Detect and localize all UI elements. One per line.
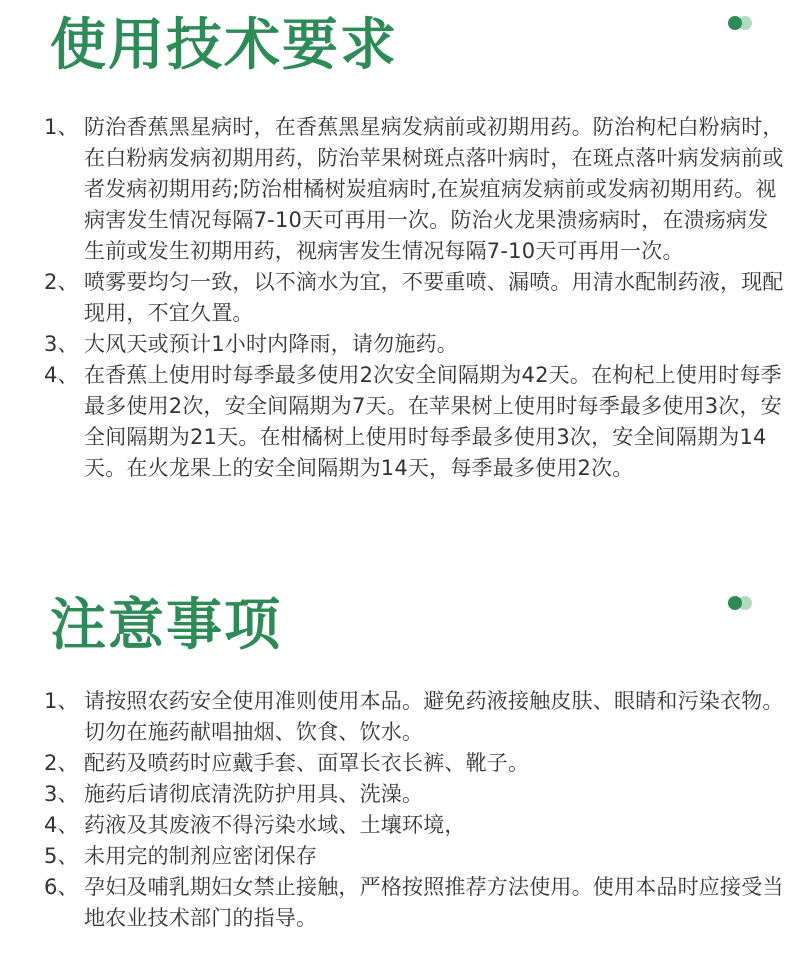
- dark-dot-icon: [728, 596, 742, 610]
- item-text: 大风天或预计1小时内降雨，请勿施药。: [84, 332, 458, 356]
- item-text: 施药后请彻底清洗防护用具、洗澡。: [84, 782, 424, 806]
- item-text: 请按照农药安全使用准则使用本品。避免药液接触皮肤、眼睛和污染衣物。切勿在施药献唱抽烟、饮食、饮水。: [84, 689, 784, 744]
- item-number: 2、: [44, 270, 79, 294]
- list-item: [44, 329, 789, 360]
- item-text: 在香蕉上使用时每季最多使用2次安全间隔期为42天。在枸杞上使用时每季最多使用2次，安全间隔期为7天。在苹果树上使用时每季最多使用3次，安全间隔期为21天。在柑橘树上使用时每季最多使用3次，安全间隔期为14天。在火龙果上的安全间隔期为14天，每季最多使用2次。: [84, 363, 782, 480]
- item-number: 5、: [44, 844, 79, 868]
- list-item: [44, 841, 789, 872]
- item-number: 6、: [44, 875, 79, 899]
- list-item: [44, 810, 789, 841]
- item-text: 防治香蕉黑星病时，在香蕉黑星病发病前或初期用药。防治枸杞白粉病时，在白粉病发病初期用药，防治苹果树斑点落叶病时，在斑点落叶病发病前或者发病初期用药;防治柑橘树炭疽病时,在炭疽病发病前或发病初期用药。视病害发生情况每隔7-10天可再用一次。防治火龙果溃疡病时，在溃疡病发生前或发生初期用药，视病害发生情况每隔7-10天可再用一次。: [84, 115, 784, 263]
- item-text: 药液及其废液不得污染水域、土壤环境，: [84, 813, 466, 837]
- item-text: 未用完的制剂应密闭保存: [84, 844, 318, 868]
- list-item: [44, 748, 789, 779]
- item-number: 1、: [44, 115, 79, 139]
- item-text: 配药及喷药时应戴手套、面罩长衣长裤、靴子。: [84, 751, 530, 775]
- list-item: [44, 112, 789, 267]
- item-text: 孕妇及哺乳期妇女禁止接触，严格按照推荐方法使用。使用本品时应接受当地农业技术部门的指导。: [84, 875, 784, 930]
- notice-list: [44, 686, 789, 934]
- list-item: [44, 360, 789, 484]
- dark-dot-icon: [728, 16, 742, 30]
- usage-list: [44, 112, 789, 484]
- notice-heading: 注意事项: [50, 593, 282, 658]
- item-number: 4、: [44, 813, 79, 837]
- item-number: 4、: [44, 363, 79, 387]
- decorative-dots-icon: [728, 596, 756, 610]
- item-number: 3、: [44, 782, 79, 806]
- list-item: [44, 686, 789, 748]
- list-item: [44, 267, 789, 329]
- item-text: 喷雾要均匀一致，以不滴水为宜，不要重喷、漏喷。用清水配制药液，现配现用，不宜久置。: [84, 270, 784, 325]
- item-number: 2、: [44, 751, 79, 775]
- item-number: 1、: [44, 689, 79, 713]
- list-item: [44, 779, 789, 810]
- decorative-dots-icon: [728, 16, 756, 30]
- usage-heading: 使用技术要求: [50, 13, 398, 78]
- item-number: 3、: [44, 332, 79, 356]
- list-item: [44, 872, 789, 934]
